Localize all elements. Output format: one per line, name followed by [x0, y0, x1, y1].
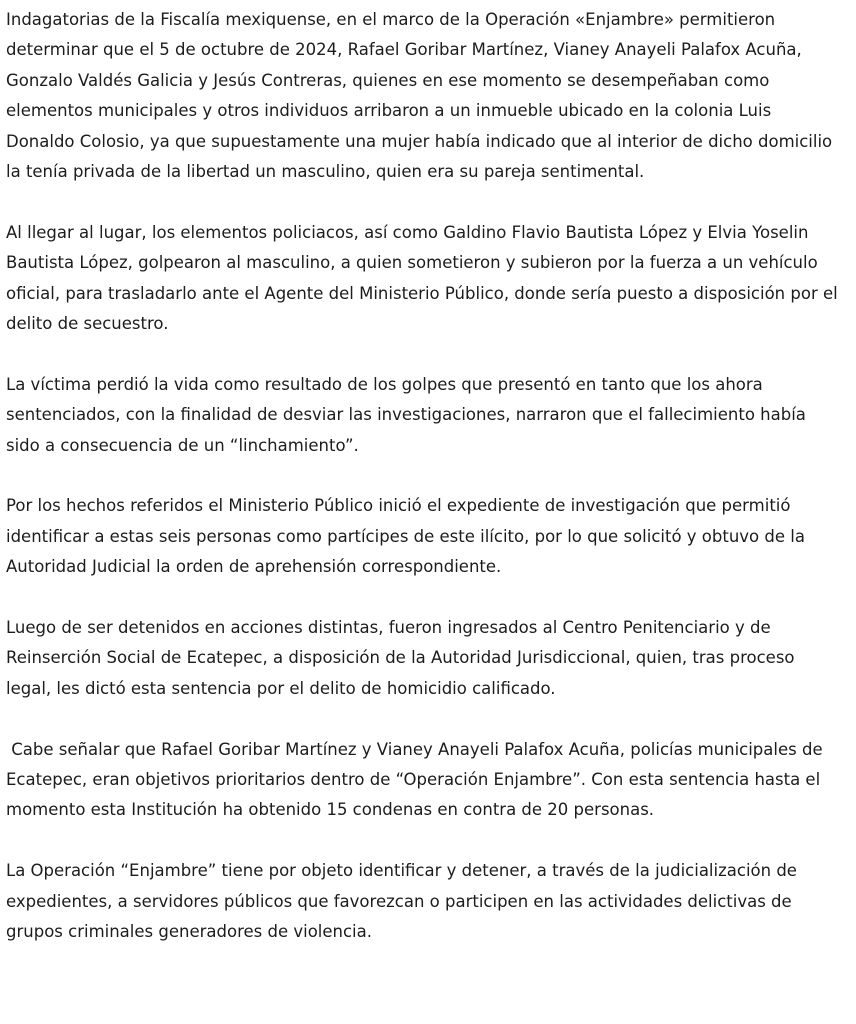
paragraph-investigation: Indagatorias de la Fiscalía mexiquense, en el marco de la Operación «Enjambre» permitieron determinar que el 5 de octubre de 2024, Rafael Goribar Martínez, Vianey Anayeli Palafox Acuña, Gonzalo Valdés Galicia y Jesús Contreras, quienes en ese momento se desempeñaban como elementos municipales y otros individuos arribaron a un inmueble ubicado en la colonia Luis Donaldo Colosio, ya que supuestamente una mujer había indicado que al interior de dicho domicilio la tenía privada de la libertad un masculino, quien era su pareja sentimental.: [6, 10, 833, 182]
paragraph-warrant: Por los hechos referidos el Ministerio Público inició el expediente de investigación que permitió identificar a estas seis personas como partícipes de este ilícito, por lo que solicitó y obtuvo de la Autoridad Judicial la orden de aprehensión correspondiente.: [6, 496, 805, 577]
paragraph-operation-purpose: La Operación “Enjambre” tiene por objeto identificar y detener, a través de la judicialización de expedientes, a servidores públicos que favorezcan o participen en las actividades delictivas de grupos criminales generadores de violencia.: [6, 861, 797, 942]
paragraph-arrival: Al llegar al lugar, los elementos policiacos, así como Galdino Flavio Bautista López y Elvia Yoselin Bautista López, golpearon al masculino, a quien sometieron y subieron por la fuerza a un vehículo oficial, para trasladarlo ante el Agente del Ministerio Público, donde sería puesto a disposición por el delito de secuestro.: [6, 222, 838, 334]
paragraph-victim: La víctima perdió la vida como resultado de los golpes que presentó en tanto que los ahora sentenciados, con la finalidad de desviar las investigaciones, narraron que el fallecimiento había sido a consecuencia de un “linchamiento”.: [6, 374, 806, 455]
article-body: [6, 5, 844, 948]
paragraph-sentence: Luego de ser detenidos en acciones distintas, fueron ingresados al Centro Penitenciario y de Reinserción Social de Ecatepec, a disposición de la Autoridad Jurisdiccional, quien, tras proceso legal, les dictó esta sentencia por el delito de homicidio calificado.: [6, 618, 795, 698]
paragraph-priority-targets: Cabe señalar que Rafael Goribar Martínez y Vianey Anayeli Palafox Acuña, policías municipales de Ecatepec, eran objetivos prioritarios dentro de “Operación Enjambre”. Con esta sentencia hasta el momento esta Institución ha obtenido 15 condenas en contra de 20 personas.: [6, 739, 828, 820]
